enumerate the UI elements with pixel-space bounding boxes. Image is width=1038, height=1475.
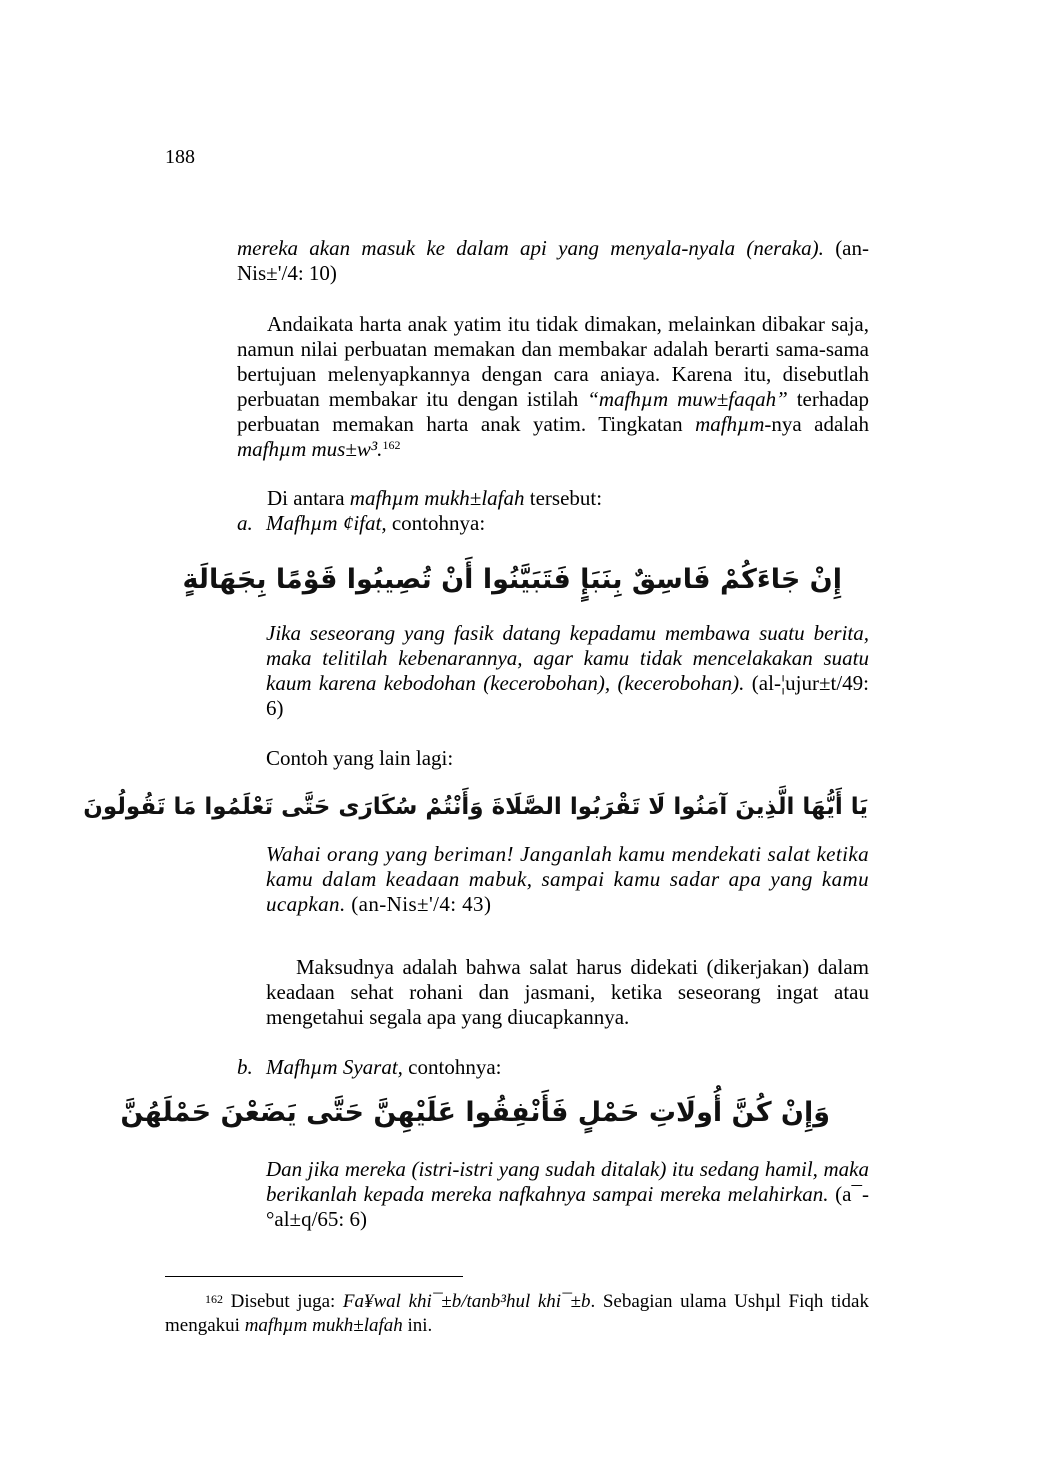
- text-run: tersebut:: [524, 486, 603, 510]
- arabic-verse-3: وَإِنْ كُنَّ أُولَاتِ حَمْلٍ فَأَنْفِقُوا عَلَيْهِنَّ حَتَّى يَضَعْنَ حَمْلَهُنَّ: [120, 1097, 830, 1128]
- verse-reference: (a¯-°al±q/65: 6): [266, 1182, 869, 1231]
- verse-translation: Jika seseorang yang fasik datang kepadamu membawa suatu berita, maka telitilah kebenarannya, agar kamu tidak mencelakakan suatu kaum karena kebodohan (kecerobohan), (kecerobohan).: [266, 621, 869, 695]
- verse-reference: (al-¦ujur±t/49: 6): [266, 671, 869, 720]
- text-run: ini.: [402, 1315, 433, 1336]
- translation-2: [266, 842, 869, 917]
- list-term: Mafhµm Syarat,: [266, 1055, 403, 1079]
- verse-reference: (an-Nis±'/4: 10): [237, 236, 869, 285]
- text-run: . Sebagian ulama Ushµl Fiqh tidak mengakui: [165, 1291, 869, 1336]
- verse-reference: (an-Nis±'/4: 43): [345, 892, 492, 916]
- paragraph-meaning: Maksudnya adalah bahwa salat harus didekati (dikerjakan) dalam keadaan sehat rohani dan jasmani, ketika seseorang ingat atau mengetahui segala apa yang diucapkannya.: [266, 955, 869, 1029]
- list-label: a.: [237, 511, 253, 535]
- footnote-ref: 162: [382, 438, 401, 452]
- italic-term: mafhµm mus±w³.: [237, 437, 383, 461]
- verse-translation: Dan jika mereka (istri-istri yang sudah ditalak) itu sedang hamil, maka berikanlah kepada mereka nafkahnya sampai mereka melahirkan.: [266, 1157, 869, 1206]
- text-run: terhadap perbuatan memakan harta anak yatim. Tingkatan: [237, 387, 870, 436]
- arabic-verse-1: إِنْ جَاءَكُمْ فَاسِقٌ بِنَبَإٍ فَتَبَيَّنُوا أَنْ تُصِيبُوا قَوْمًا بِجَهَالَةٍ: [182, 564, 842, 595]
- footnote-divider: [165, 1276, 463, 1277]
- list-label: b.: [237, 1055, 253, 1079]
- translation-1: [266, 621, 869, 721]
- verse-translation: mereka akan masuk ke dalam api yang menyala-nyala (neraka).: [237, 236, 824, 260]
- italic-term: mafhµm: [695, 412, 765, 436]
- other-example-label: Contoh yang lain lagi:: [266, 746, 454, 770]
- list-term: Mafhµm ¢ifat,: [266, 511, 387, 535]
- paragraph-verse-ending: [237, 236, 869, 286]
- list-text: contohnya:: [402, 1055, 502, 1079]
- paragraph-intro: [237, 486, 869, 511]
- text-run: Disebut juga:: [223, 1291, 343, 1312]
- page-number: 188: [165, 146, 195, 168]
- paragraph-explanation: [237, 312, 869, 462]
- arabic-verse-2: يَا أَيُّهَا الَّذِينَ آمَنُوا لَا تَقْرَبُوا الصَّلَاةَ وَأَنْتُمْ سُكَارَى حَتَّى تَعْلَمُوا مَا تَقُولُونَ: [83, 794, 868, 820]
- italic-term: mafhµm mukh±lafah: [349, 486, 525, 510]
- text-run: Di antara: [267, 486, 350, 510]
- translation-3: [266, 1157, 869, 1232]
- list-item-b: [237, 1055, 501, 1080]
- footnote: [165, 1290, 869, 1338]
- text-run: -nya adalah: [764, 412, 869, 436]
- italic-term: Fa¥wal khi¯±b/tanb³hul khi¯±b: [342, 1291, 591, 1312]
- italic-term: mafhµm mukh±lafah: [244, 1315, 403, 1336]
- verse-translation: Wahai orang yang beriman! Janganlah kamu mendekati salat ketika kamu dalam keadaan mabuk, sampai kamu sadar apa yang kamu ucapkan.: [266, 842, 869, 916]
- italic-term: “mafhµm muw±faqah”: [587, 387, 788, 411]
- footnote-number: 162: [205, 1292, 223, 1306]
- list-text: contohnya:: [386, 511, 486, 535]
- text-run: Andaikata harta anak yatim itu tidak dimakan, melainkan dibakar saja, namun nilai perbuatan memakan dan membakar adalah berarti sama-sama bertujuan melenyapkannya dengan cara aniaya. Karena itu, disebutlah perbuatan membakar itu dengan istilah: [237, 312, 869, 411]
- list-item-a: [237, 511, 485, 536]
